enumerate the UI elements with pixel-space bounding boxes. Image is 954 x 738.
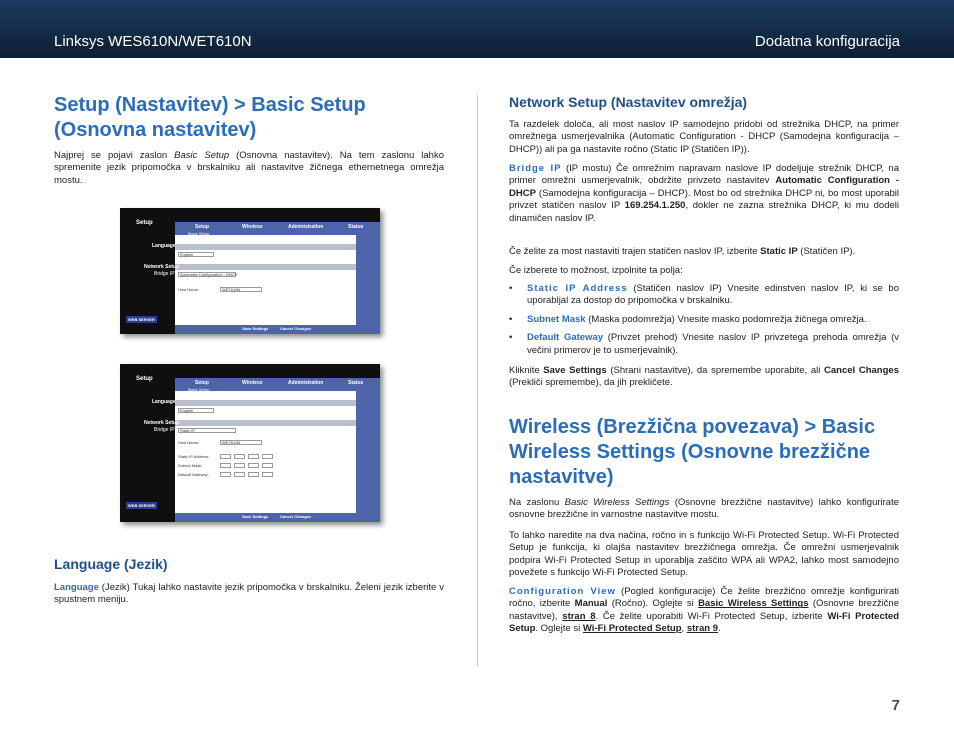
wps-paragraph: To lahko naredite na dva načina, ročno in s funkcijo Wi-Fi Protected Setup. Wi-Fi Protected Setup je funkcija, ki olajša nastavitev brezžičnega omrežja. Če omrežni usmerjevalnik podpira Wi-Fi Protected Setup in uporablja zaščito WPA ali WPA2, lahko most samodejno povežete s funkcijo Wi-Fi Protected Setup. <box>509 530 899 579</box>
basic-setup-title-line1: Setup (Nastavitev) > Basic Setup <box>54 94 366 116</box>
shot-host-name-value: WET610N <box>222 287 241 292</box>
shot2-tab-status: Status <box>348 380 364 386</box>
page-number: 7 <box>891 697 900 714</box>
basic-setup-title <box>54 93 454 143</box>
page-header <box>0 0 954 58</box>
shot2-tab-wireless: Wireless <box>242 380 263 386</box>
shot2-cancel-button: Cancel Changes <box>280 514 312 519</box>
shot-host-name-label: Host Name: <box>178 287 200 292</box>
shot-cancel-button: Cancel Changes <box>280 326 312 331</box>
static-fields-list <box>509 283 899 357</box>
shot2-logo: WEB SERVER <box>128 503 155 508</box>
basic-setup-title-line2: (Osnovna nastavitev) <box>54 119 257 141</box>
basic-wireless-settings-link[interactable]: Basic Wireless Settings <box>698 598 809 610</box>
shot-tab-wireless: Wireless <box>242 224 263 230</box>
configuration-view-paragraph: Configuration View (Pogled konfiguracije) Če želite brezžično omrežje konfigurirati ročno, izberite Manual (Ročno). Oglejte si Basic Wireless Settings (Osnovne brezžične nastavitve), stran 8. Če želite uporabiti Wi-Fi Protected Setup, izberite Wi-Fi Protected Setup. Oglejte si Wi-Fi Protected Setup, stran 9. <box>509 586 899 635</box>
shot-tab-status: Status <box>348 224 364 230</box>
list-item: • Default Gateway (Privzet prehod) Vnesite naslov IP privzetega prehoda omrežja (v večini primerov je to usmerjevalnik). <box>509 332 900 356</box>
shot2-subnet-label: Subnet Mask: <box>178 463 203 468</box>
shot-bridge-select: Automatic Configuration - DHCP <box>180 272 238 277</box>
shot2-gateway-label: Default Gateway: <box>178 472 209 477</box>
basic-setup-static-ip-screenshot <box>120 364 380 522</box>
shot2-setup-title: Setup <box>136 376 153 382</box>
shot-logo: WEB SERVER <box>128 317 155 322</box>
static-ip-paragraph: Če želite za most nastaviti trajen statičen naslov IP, izberite Static IP (Statičen IP). <box>509 246 856 257</box>
language-description: Language (Jezik) Tukaj lahko nastavite jezik pripomočka v brskalniku. Želeni jezik izberite v spustnem meniju. <box>54 582 444 606</box>
header-section-name: Dodatna konfiguracija <box>754 33 900 50</box>
page-9-link[interactable]: stran 9 <box>686 623 718 635</box>
language-heading: Language (Jezik) <box>54 556 168 572</box>
shot2-bridge-ip-label: Bridge IP <box>154 427 175 433</box>
shot2-host-name-value: WET610N <box>222 440 241 445</box>
shot-subtab-basic-setup: Basic Setup <box>188 231 210 236</box>
column-divider <box>477 95 478 667</box>
wireless-settings-title: Wireless (Brezžična povezava) > Basic Wireless Settings (Osnovne brezžične nastavitve) <box>509 416 876 488</box>
network-setup-heading: Network Setup (Nastavitev omrežja) <box>509 94 748 110</box>
shot2-tab-administration: Administration <box>288 380 324 386</box>
shot2-network-section: Network Setup <box>144 420 180 426</box>
shot-network-section: Network Setup <box>144 264 180 270</box>
shot-setup-title: Setup <box>136 220 153 226</box>
network-setup-intro: Ta razdelek določa, ali most naslov IP samodejno pridobi od strežnika DHCP, na primer omrežnega usmerjevalnika (Automatic Configuration - DHCP (Samodejna konfiguracija – DHCP)) ali pa ga nastavite ročno (Static IP (Statičen IP)). <box>509 119 899 155</box>
wireless-intro-paragraph: Na zaslonu Basic Wireless Settings (Osnovne brezžične nastavitve) lahko konfigurirate osnovne brezžične in varnostne nastavitve mostu. <box>509 497 899 521</box>
shot2-static-ip-label: Static IP Address: <box>178 454 210 459</box>
shot-save-button: Save Settings <box>242 326 269 331</box>
basic-setup-intro: Najprej se pojavi zaslon Basic Setup (Osnovna nastavitev). Na tem zaslonu lahko spremenite jezik pripomočka v brskalniku ali nastavitve žičnega ethernetnega omrežja mostu. <box>54 150 444 186</box>
header-product-name: Linksys WES610N/WET610N <box>54 33 252 50</box>
wifi-protected-setup-link[interactable]: Wi-Fi Protected Setup <box>582 623 682 635</box>
basic-setup-dhcp-screenshot <box>120 208 380 334</box>
shot2-host-name-label: Host Name: <box>178 440 200 445</box>
shot-tab-setup: Setup <box>195 224 209 230</box>
page-8-link[interactable]: stran 8 <box>562 610 596 622</box>
shot2-subtab-basic-setup: Basic Setup <box>188 387 210 392</box>
shot2-language-select: English <box>180 408 194 413</box>
list-item: • Static IP Address (Statičen naslov IP) Vnesite edinstven naslov IP, ki se bo uporabljal za dostop do pripomočka v brskalniku. <box>509 283 899 307</box>
bridge-ip-paragraph: Bridge IP (IP mostu) Če omrežnim napravam naslove IP dodeljuje strežnik DHCP, na primer omrežni usmerjevalnik, obdržite privzeto nastavitev Automatic Configuration - DHCP (Samodejna konfiguracija – DHCP). Most bo od strežnika DHCP ni, bo most uporabil privzet statičen naslov IP 169.254.1.250, dokler ne zazna strežnika DHCP, ki mu dodeli dinamičen naslov IP. <box>509 163 899 224</box>
shot2-tab-setup: Setup <box>195 380 209 386</box>
shot2-language-section: Language <box>152 399 176 405</box>
shot2-save-button: Save Settings <box>242 514 269 519</box>
shot-language-section: Language <box>152 243 176 249</box>
fill-fields-paragraph: Če izberete to možnost, izpolnite ta polja: <box>509 265 683 276</box>
shot2-bridge-select: Static IP <box>180 428 195 433</box>
shot-tab-administration: Administration <box>288 224 324 230</box>
shot-language-select: English <box>180 252 194 257</box>
list-item: • Subnet Mask (Maska podomrežja) Vnesite masko podomrežja žičnega omrežja. <box>509 313 867 325</box>
shot-bridge-ip-label: Bridge IP <box>154 271 175 277</box>
save-cancel-paragraph: Kliknite Save Settings (Shrani nastavitve), da spremembe uporabite, ali Cancel Changes (Prekliči spremembe), da jih prekličete. <box>509 365 899 389</box>
